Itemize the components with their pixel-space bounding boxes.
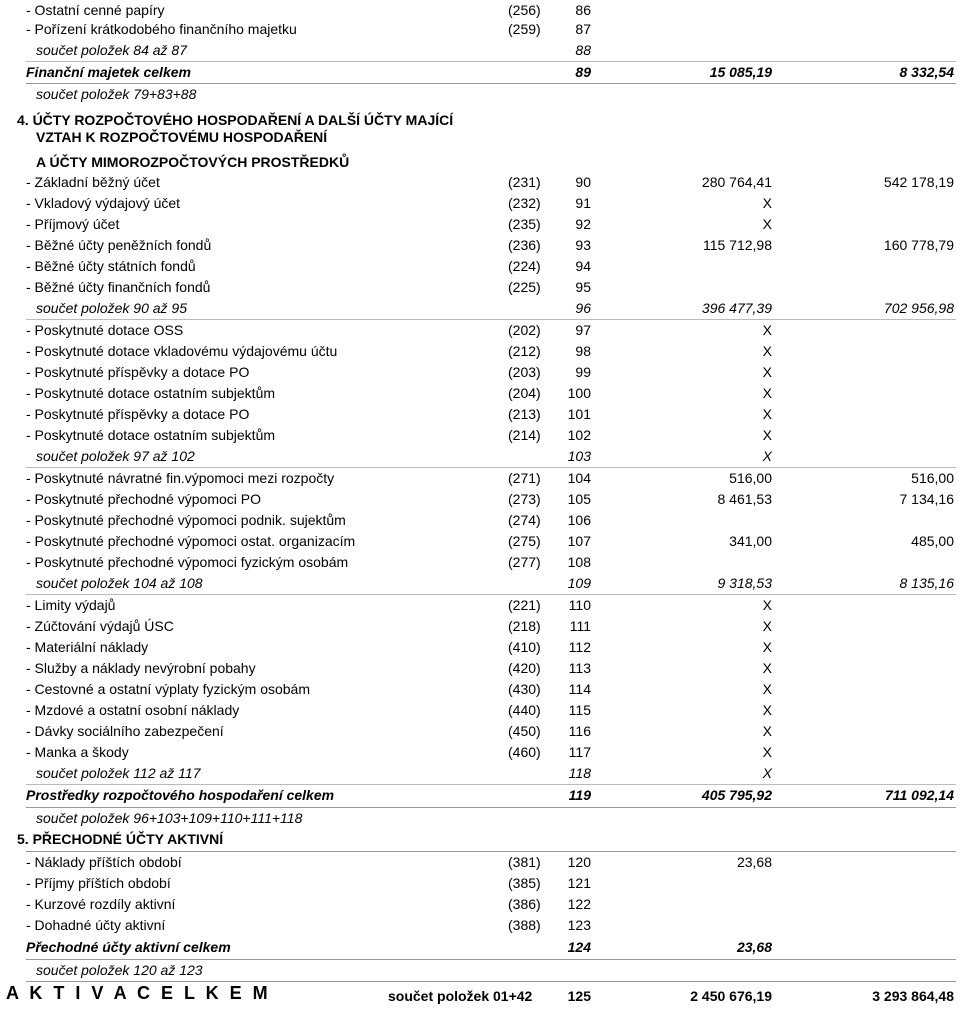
row-number: 123 (567, 917, 591, 933)
table-row (0, 854, 960, 872)
row-number: 121 (567, 875, 591, 891)
row-number: 97 (575, 322, 591, 338)
row-label: - Poskytnuté přechodné výpomoci PO (26, 491, 262, 507)
row-label: - Základní běžný účet (26, 174, 160, 190)
row-label: součet položek 90 až 95 (36, 300, 187, 316)
table-row (0, 639, 960, 657)
row-label: součet položek 120 až 123 (36, 962, 203, 978)
table-row (0, 237, 960, 255)
row-code: (202) (508, 322, 541, 338)
row-separator (26, 981, 956, 982)
row-label: - Poskytnuté dotace vkladovému výdajovému účtu (26, 343, 338, 359)
row-separator (26, 784, 956, 785)
value-current: 516,00 (729, 470, 772, 486)
value-current: X (762, 216, 772, 232)
row-number: 116 (568, 723, 591, 739)
row-number: 86 (575, 2, 591, 18)
row-number: 88 (575, 42, 591, 58)
row-number: 91 (575, 195, 591, 211)
row-code: (235) (508, 216, 541, 232)
row-separator (26, 319, 956, 320)
value-previous: 485,00 (911, 533, 954, 549)
row-code: (388) (508, 917, 541, 933)
grand-total-number: 125 (567, 988, 591, 1004)
row-code: (236) (508, 237, 541, 253)
value-current: X (762, 723, 772, 739)
table-row (0, 154, 960, 172)
table-row (0, 875, 960, 893)
row-label: součet položek 84 až 87 (36, 42, 187, 58)
row-label: Prostředky rozpočtového hospodaření celkem (26, 787, 335, 803)
row-label: - Běžné účty peněžních fondů (26, 237, 212, 253)
value-previous: 8 332,54 (899, 64, 954, 80)
row-number: 115 (568, 702, 591, 718)
value-current: X (762, 322, 772, 338)
row-label: součet položek 112 až 117 (36, 765, 201, 781)
table-row (0, 385, 960, 403)
grand-total-row (0, 985, 960, 1007)
value-current: X (762, 639, 772, 655)
value-current: 280 764,41 (701, 174, 772, 190)
row-label: součet položek 104 až 108 (36, 575, 203, 591)
row-number: 100 (567, 385, 591, 401)
row-number: 96 (575, 300, 591, 316)
row-number: 111 (569, 618, 591, 634)
row-code: (214) (508, 427, 541, 443)
row-label: - Příjmový účet (26, 216, 120, 232)
table-row (0, 195, 960, 213)
table-row (0, 554, 960, 572)
value-previous: 516,00 (911, 470, 954, 486)
row-label: - Poskytnuté návratné fin.výpomoci mezi rozpočty (26, 470, 335, 486)
table-row (0, 470, 960, 488)
grand-total-previous: 3 293 864,48 (872, 988, 954, 1004)
table-row (0, 575, 960, 593)
value-current: 23,68 (736, 854, 772, 870)
row-label: - Dohadné účty aktivní (26, 917, 166, 933)
row-label: 5. PŘECHODNÉ ÚČTY AKTIVNÍ (17, 831, 224, 847)
row-code: (275) (508, 533, 541, 549)
row-label: - Poskytnuté přechodné výpomoci ostat. organizacím (26, 533, 356, 549)
row-code: (460) (508, 744, 541, 760)
row-number: 109 (567, 575, 591, 591)
table-row (0, 512, 960, 530)
row-number: 113 (568, 660, 591, 676)
value-current: X (762, 385, 772, 401)
row-number: 90 (575, 174, 591, 190)
row-number: 95 (575, 279, 591, 295)
value-current: X (762, 343, 772, 359)
row-separator (26, 83, 956, 84)
row-label: - Příjmy příštích období (26, 875, 171, 891)
row-number: 108 (567, 554, 591, 570)
row-separator (26, 594, 956, 595)
row-code: (420) (508, 660, 541, 676)
row-code: (212) (508, 343, 541, 359)
value-previous: 542 178,19 (883, 174, 954, 190)
table-row (0, 533, 960, 551)
row-separator (26, 851, 956, 852)
row-separator (26, 807, 956, 808)
row-code: (450) (508, 723, 541, 739)
table-row (0, 42, 960, 60)
row-label: - Dávky sociálního zabezpečení (26, 723, 224, 739)
row-code: (274) (508, 512, 541, 528)
row-label: - Běžné účty finančních fondů (26, 279, 211, 295)
table-row (0, 831, 960, 849)
table-row (0, 744, 960, 762)
table-row (0, 2, 960, 20)
row-label: - Poskytnuté dotace ostatním subjektům (26, 385, 276, 401)
row-code: (273) (508, 491, 541, 507)
value-current: X (762, 681, 772, 697)
row-code: (381) (508, 854, 541, 870)
row-code: (213) (508, 406, 541, 422)
value-current: 341,00 (729, 533, 772, 549)
value-current: X (762, 427, 772, 443)
row-label: součet položek 97 až 102 (36, 448, 195, 464)
row-label: Přechodné účty aktivní celkem (26, 939, 231, 955)
value-previous: 8 135,16 (899, 575, 954, 591)
table-row (0, 216, 960, 234)
row-label: - Manka a škody (26, 744, 129, 760)
row-number: 92 (575, 216, 591, 232)
value-current: X (762, 597, 772, 613)
value-current: X (762, 195, 772, 211)
row-separator (26, 61, 956, 62)
value-current: 23,68 (736, 939, 772, 955)
row-number: 118 (568, 765, 591, 781)
row-label: součet položek 79+83+88 (36, 86, 197, 102)
value-previous: 711 092,14 (884, 787, 954, 803)
value-current: X (762, 448, 772, 464)
table-row (0, 300, 960, 318)
row-code: (430) (508, 681, 541, 697)
value-current: X (762, 660, 772, 676)
table-row (0, 723, 960, 741)
table-row (0, 491, 960, 509)
row-number: 107 (567, 533, 591, 549)
row-number: 94 (575, 258, 591, 274)
row-number: 89 (575, 64, 591, 80)
value-current: X (762, 406, 772, 422)
row-code: (386) (508, 896, 541, 912)
table-row (0, 322, 960, 340)
value-current: 9 318,53 (717, 575, 772, 591)
value-previous: 702 956,98 (883, 300, 954, 316)
row-code: (271) (508, 470, 541, 486)
row-label: - Služby a náklady nevýrobní pobahy (26, 660, 256, 676)
table-row (0, 787, 960, 805)
table-row (0, 939, 960, 957)
row-label: - Poskytnuté příspěvky a dotace PO (26, 406, 250, 422)
table-row (0, 258, 960, 276)
table-row (0, 765, 960, 783)
row-code: (231) (508, 174, 541, 190)
table-row (0, 364, 960, 382)
row-number: 98 (575, 343, 591, 359)
row-label: VZTAH K ROZPOČTOVÉMU HOSPODAŘENÍ (36, 129, 328, 145)
table-row (0, 962, 960, 980)
row-label: - Pořízení krátkodobého finančního majetku (26, 21, 297, 37)
row-label: - Vkladový výdajový účet (26, 195, 181, 211)
table-row (0, 810, 960, 828)
row-label: - Kurzové rozdíly aktivní (26, 896, 176, 912)
value-current: 15 085,19 (709, 64, 772, 80)
row-code: (225) (508, 279, 541, 295)
row-code: (385) (508, 875, 541, 891)
row-label: - Náklady příštích období (26, 854, 182, 870)
table-row (0, 279, 960, 297)
value-previous: 7 134,16 (899, 491, 954, 507)
row-number: 99 (575, 364, 591, 380)
row-number: 103 (567, 448, 591, 464)
row-code: (277) (508, 554, 541, 570)
table-row (0, 896, 960, 914)
table-row (0, 618, 960, 636)
value-current: 115 712,98 (702, 237, 772, 253)
table-row (0, 129, 960, 147)
row-code: (224) (508, 258, 541, 274)
row-code: (410) (508, 639, 541, 655)
row-number: 93 (575, 237, 591, 253)
row-label: - Materiální náklady (26, 639, 149, 655)
row-label: - Poskytnuté dotace OSS (26, 322, 184, 338)
table-row (0, 112, 960, 130)
grand-total-current: 2 450 676,19 (690, 988, 772, 1004)
row-number: 106 (567, 512, 591, 528)
value-current: 8 461,53 (717, 491, 772, 507)
row-label: - Limity výdajů (26, 597, 116, 613)
table-row (0, 343, 960, 361)
row-label: Finanční majetek celkem (26, 64, 191, 80)
row-number: 112 (568, 639, 591, 655)
table-row (0, 64, 960, 82)
row-code: (221) (508, 597, 541, 613)
row-number: 120 (567, 854, 591, 870)
row-label: - Cestovné a ostatní výplaty fyzickým osobám (26, 681, 310, 697)
row-number: 101 (567, 406, 591, 422)
row-label: - Poskytnuté příspěvky a dotace PO (26, 364, 250, 380)
value-current: X (762, 765, 772, 781)
table-row (0, 681, 960, 699)
row-number: 119 (568, 787, 591, 803)
value-current: X (762, 702, 772, 718)
row-number: 117 (568, 744, 591, 760)
table-row (0, 448, 960, 466)
grand-total-title: A K T I V A C E L K E M (6, 983, 271, 1003)
table-row (0, 427, 960, 445)
row-number: 105 (567, 491, 591, 507)
row-number: 114 (568, 681, 591, 697)
value-current: 405 795,92 (701, 787, 772, 803)
table-row (0, 597, 960, 615)
row-number: 124 (567, 939, 591, 955)
row-label: 4. ÚČTY ROZPOČTOVÉHO HOSPODAŘENÍ A DALŠÍ ÚČTY MAJÍCÍ (17, 112, 454, 128)
row-label: - Mzdové a ostatní osobní náklady (26, 702, 240, 718)
value-previous: 160 778,79 (883, 237, 954, 253)
row-label: A ÚČTY MIMOROZPOČTOVÝCH PROSTŘEDKŮ (36, 154, 350, 170)
value-current: X (762, 364, 772, 380)
table-row (0, 174, 960, 192)
row-number: 122 (567, 896, 591, 912)
row-separator (26, 467, 956, 468)
row-code: (232) (508, 195, 541, 211)
row-number: 104 (567, 470, 591, 486)
row-separator (26, 959, 956, 960)
row-label: - Poskytnuté dotace ostatním subjektům (26, 427, 276, 443)
table-row (0, 86, 960, 104)
table-row (0, 917, 960, 935)
row-code: (203) (508, 364, 541, 380)
row-code: (259) (508, 21, 541, 37)
row-number: 102 (567, 427, 591, 443)
row-code: (204) (508, 385, 541, 401)
row-label: - Ostatní cenné papíry (26, 2, 165, 18)
row-label: - Zúčtování výdajů ÚSC (26, 618, 174, 634)
value-current: 396 477,39 (701, 300, 772, 316)
table-row (0, 660, 960, 678)
row-label: - Běžné účty státních fondů (26, 258, 196, 274)
value-current: X (762, 744, 772, 760)
row-label: - Poskytnuté přechodné výpomoci fyzickým osobám (26, 554, 349, 570)
table-row (0, 702, 960, 720)
grand-total-caption: součet položek 01+42 (388, 988, 533, 1004)
row-label: součet položek 96+103+109+110+111+118 (36, 810, 303, 826)
value-current: X (762, 618, 772, 634)
table-row (0, 21, 960, 39)
row-code: (440) (508, 702, 541, 718)
row-number: 87 (575, 21, 591, 37)
row-code: (256) (508, 2, 541, 18)
row-number: 110 (568, 597, 591, 613)
row-code: (218) (508, 618, 541, 634)
table-row (0, 406, 960, 424)
row-label: - Poskytnuté přechodné výpomoci podnik. sujektům (26, 512, 346, 528)
